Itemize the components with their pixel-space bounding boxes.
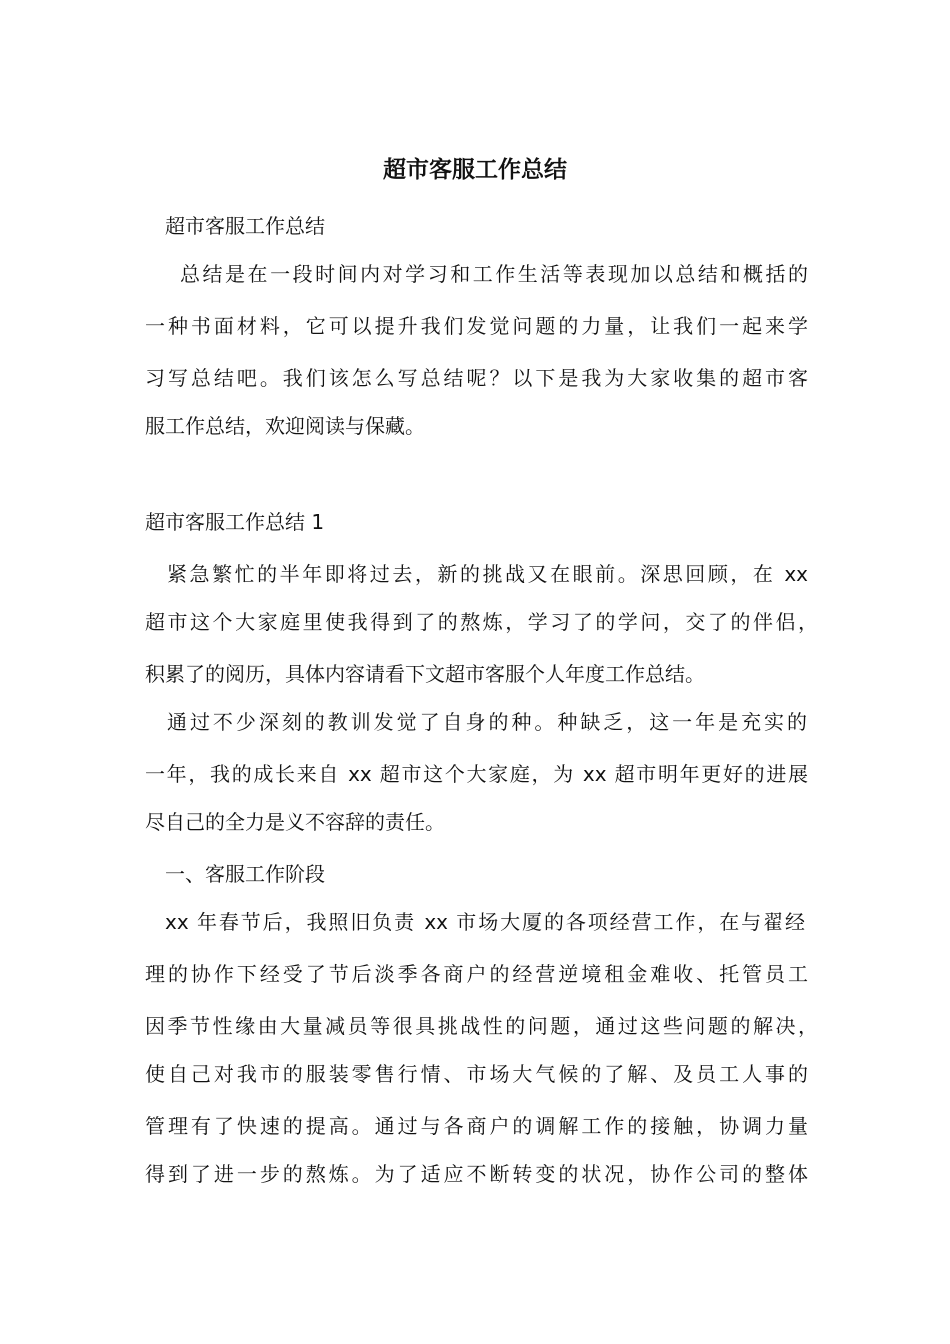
paragraph-line: 理的协作下经受了节后淡季各商户的经营逆境租金难收、托管员工 <box>145 962 808 986</box>
paragraph-line: 总结是在一段时间内对学习和工作生活等表现加以总结和概括的 <box>180 262 808 286</box>
paragraph-line: 习写总结吧。我们该怎么写总结呢？以下是我为大家收集的超市客 <box>145 366 808 390</box>
section-heading: 超市客服工作总结 1 <box>145 510 325 534</box>
subtitle-line: 超市客服工作总结 <box>165 214 325 238</box>
section-heading: 一、客服工作阶段 <box>165 862 325 886</box>
paragraph-line: 因季节性缘由大量减员等很具挑战性的问题，通过这些问题的解决， <box>145 1014 818 1038</box>
paragraph-line: 通过不少深刻的教训发觉了自身的种。种缺乏，这一年是充实的 <box>167 710 807 734</box>
paragraph-line: 超市这个大家庭里使我得到了的熬炼，学习了的学问，交了的伴侣， <box>145 610 818 634</box>
paragraph-line: 服工作总结，欢迎阅读与保藏。 <box>145 414 425 438</box>
paragraph-line: 一年，我的成长来自 xx 超市这个大家庭，为 xx 超市明年更好的进展 <box>145 762 808 786</box>
paragraph-line: 尽自己的全力是义不容辞的责任。 <box>145 810 445 834</box>
paragraph-line: 积累了的阅历，具体内容请看下文超市客服个人年度工作总结。 <box>145 662 705 686</box>
paragraph-line: xx 年春节后，我照旧负责 xx 市场大厦的各项经营工作，在与翟经 <box>165 910 805 934</box>
document-title: 超市客服工作总结 <box>383 157 567 183</box>
paragraph-line: 紧急繁忙的半年即将过去，新的挑战又在眼前。深思回顾，在 xx <box>167 562 808 586</box>
paragraph-line: 管理有了快速的提高。通过与各商户的调解工作的接触，协调力量 <box>145 1114 808 1138</box>
paragraph-line: 一种书面材料，它可以提升我们发觉问题的力量，让我们一起来学 <box>145 314 808 338</box>
paragraph-line: 使自己对我市的服装零售行情、市场大气候的了解、及员工人事的 <box>145 1062 808 1086</box>
paragraph-line: 得到了进一步的熬炼。为了适应不断转变的状况，协作公司的整体 <box>145 1162 808 1186</box>
